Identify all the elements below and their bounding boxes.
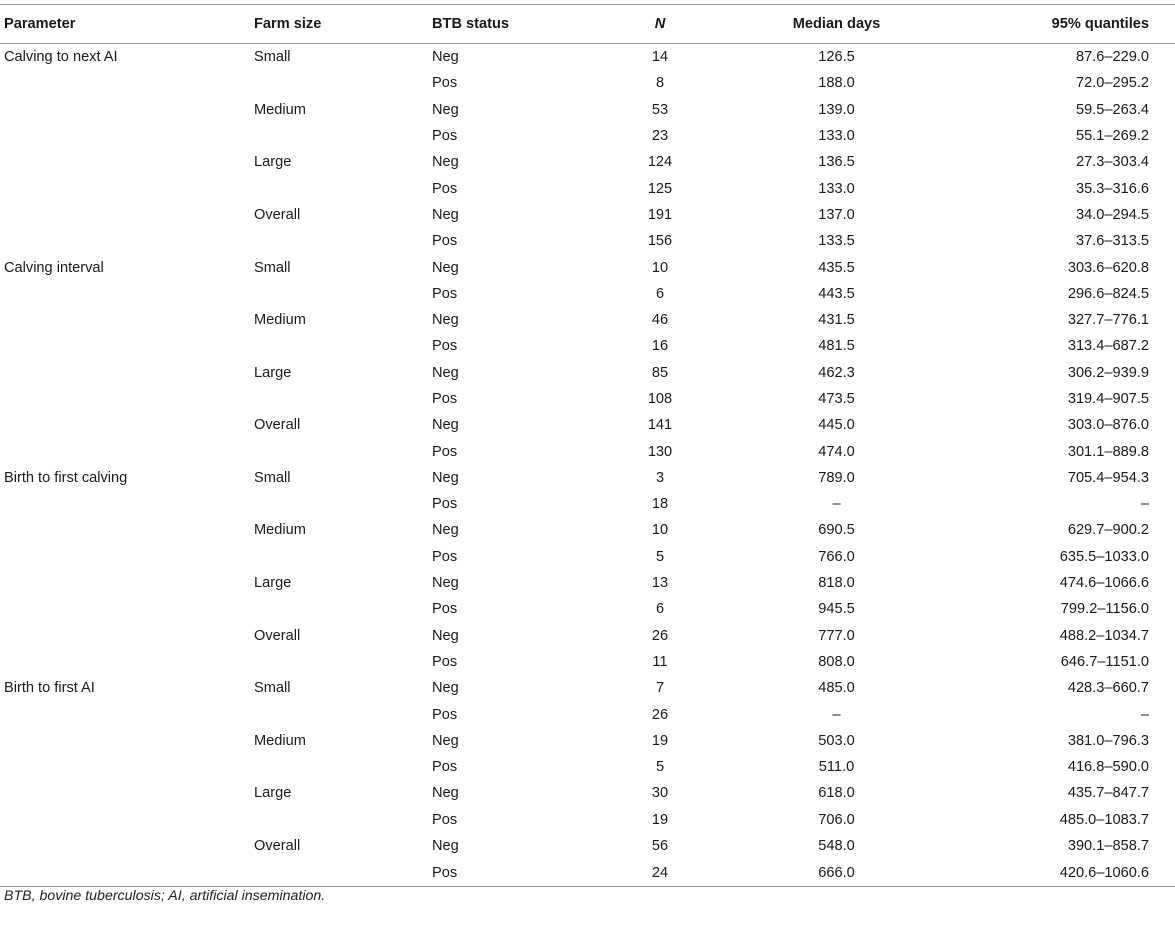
cell-parameter: Birth to first AI — [4, 680, 95, 697]
cell-parameter — [0, 859, 254, 887]
cell-btb-status: Neg — [432, 364, 459, 381]
cell-n: 13 — [651, 575, 669, 592]
cell-quantiles: 416.8–590.0 — [1067, 759, 1149, 776]
cell-n: 30 — [651, 785, 669, 802]
table-row — [0, 675, 1175, 701]
cell-quantiles: 296.6–824.5 — [1067, 285, 1149, 302]
table-row — [0, 544, 1175, 570]
cell-quantiles: 319.4–907.5 — [1067, 391, 1149, 407]
cell-quantiles: 327.7–776.1 — [1067, 312, 1149, 329]
cell-btb-status: Pos — [432, 233, 458, 250]
cell-btb-status: Pos — [432, 706, 458, 723]
cell-quantiles: 705.4–954.3 — [1067, 469, 1149, 486]
cell-quantiles: 420.6–1060.6 — [1059, 864, 1149, 881]
cell-quantiles: 474.6–1066.6 — [1059, 575, 1149, 592]
cell-farm-size: Medium — [254, 312, 306, 329]
cell-n: 125 — [647, 180, 673, 197]
cell-n: 46 — [651, 312, 669, 329]
table-row — [0, 596, 1175, 622]
cell-n: 26 — [651, 627, 669, 644]
cell-parameter — [0, 780, 254, 806]
cell-median-days: 481.5 — [818, 338, 855, 355]
cell-n: 124 — [647, 154, 673, 171]
cell-quantiles: 381.0–796.3 — [1067, 732, 1149, 749]
table-row — [0, 228, 1175, 254]
cell-farm-size: Large — [254, 575, 292, 592]
cell-farm-size — [254, 228, 432, 254]
header-n: N — [654, 16, 666, 32]
cell-n: 5 — [655, 548, 665, 565]
cell-quantiles: – — [1140, 706, 1149, 723]
cell-btb-status: Neg — [432, 627, 459, 644]
header-farm-size: Farm size — [254, 16, 322, 32]
cell-btb-status: Pos — [432, 128, 458, 145]
cell-median-days: 766.0 — [818, 548, 855, 565]
table-row — [0, 728, 1175, 754]
table-row — [0, 570, 1175, 596]
cell-parameter — [0, 807, 254, 833]
cell-farm-size: Large — [254, 785, 292, 802]
table-header — [0, 5, 1175, 44]
table-body — [0, 44, 1175, 887]
table-row — [0, 833, 1175, 859]
cell-btb-status: Pos — [432, 759, 458, 776]
table-row — [0, 517, 1175, 543]
cell-parameter — [0, 333, 254, 359]
header-parameter: Parameter — [4, 16, 76, 32]
cell-parameter — [0, 123, 254, 149]
cell-parameter — [0, 570, 254, 596]
cell-parameter — [0, 149, 254, 175]
cell-farm-size: Medium — [254, 732, 306, 749]
cell-median-days: 443.5 — [818, 285, 855, 302]
cell-farm-size: Overall — [254, 206, 301, 223]
cell-n: 24 — [651, 864, 669, 881]
cell-n: 53 — [651, 101, 669, 118]
cell-parameter — [0, 833, 254, 859]
table-row — [0, 438, 1175, 464]
table-row — [0, 465, 1175, 491]
table-row — [0, 123, 1175, 149]
cell-btb-status: Pos — [432, 811, 458, 828]
cell-median-days: 690.5 — [818, 522, 855, 539]
cell-median-days: 137.0 — [818, 206, 855, 223]
cell-btb-status: Pos — [432, 443, 458, 460]
cell-n: 16 — [651, 338, 669, 355]
cell-farm-size — [254, 123, 432, 149]
cell-btb-status: Neg — [432, 732, 459, 749]
table-row — [0, 97, 1175, 123]
cell-median-days: 789.0 — [818, 469, 855, 486]
cell-farm-size — [254, 438, 432, 464]
header-btb-status: BTB status — [432, 16, 510, 32]
cell-n: 10 — [651, 522, 669, 539]
cell-quantiles: 390.1–858.7 — [1067, 838, 1149, 855]
cell-n: 6 — [655, 285, 665, 302]
cell-n: 85 — [651, 364, 669, 381]
cell-btb-status: Pos — [432, 548, 458, 565]
table-row — [0, 386, 1175, 412]
cell-farm-size — [254, 754, 432, 780]
table-row — [0, 307, 1175, 333]
cell-btb-status: Pos — [432, 180, 458, 197]
cell-quantiles: 35.3–316.6 — [1075, 180, 1149, 197]
cell-median-days: 435.5 — [818, 259, 855, 276]
table-row — [0, 754, 1175, 780]
cell-n: 14 — [651, 49, 669, 66]
table-row — [0, 202, 1175, 228]
cell-farm-size — [254, 807, 432, 833]
cell-parameter — [0, 70, 254, 96]
cell-farm-size — [254, 859, 432, 887]
cell-median-days: 548.0 — [818, 838, 855, 855]
cell-btb-status: Neg — [432, 785, 459, 802]
cell-parameter — [0, 97, 254, 123]
cell-farm-size — [254, 649, 432, 675]
cell-n: 18 — [651, 496, 669, 513]
cell-btb-status: Neg — [432, 522, 459, 539]
cell-farm-size: Overall — [254, 838, 301, 855]
cell-n: 26 — [651, 706, 669, 723]
cell-farm-size — [254, 596, 432, 622]
cell-parameter — [0, 754, 254, 780]
table-row — [0, 44, 1175, 71]
cell-farm-size — [254, 333, 432, 359]
cell-farm-size — [254, 491, 432, 517]
cell-median-days: 445.0 — [818, 417, 855, 434]
cell-median-days: 485.0 — [818, 680, 855, 697]
cell-n: 56 — [651, 838, 669, 855]
table-row — [0, 859, 1175, 887]
data-table-container — [0, 4, 1149, 887]
cell-median-days: – — [832, 706, 841, 723]
cell-median-days: 139.0 — [818, 101, 855, 118]
cell-farm-size: Large — [254, 364, 292, 381]
cell-btb-status: Pos — [432, 285, 458, 302]
cell-btb-status: Pos — [432, 864, 458, 881]
cell-btb-status: Neg — [432, 417, 459, 434]
cell-farm-size: Small — [254, 259, 291, 276]
cell-btb-status: Neg — [432, 575, 459, 592]
cell-btb-status: Neg — [432, 312, 459, 329]
cell-quantiles: – — [1140, 496, 1149, 513]
cell-median-days: 706.0 — [818, 811, 855, 828]
cell-btb-status: Neg — [432, 206, 459, 223]
cell-quantiles: 301.1–889.8 — [1067, 443, 1149, 460]
table-row — [0, 491, 1175, 517]
cell-btb-status: Neg — [432, 680, 459, 697]
data-table — [0, 4, 1175, 887]
cell-farm-size: Medium — [254, 101, 306, 118]
cell-n: 10 — [651, 259, 669, 276]
cell-parameter — [0, 701, 254, 727]
cell-parameter — [0, 517, 254, 543]
cell-parameter — [0, 412, 254, 438]
table-row — [0, 649, 1175, 675]
cell-quantiles: 488.2–1034.7 — [1059, 627, 1149, 644]
cell-quantiles: 313.4–687.2 — [1067, 338, 1149, 355]
table-row — [0, 807, 1175, 833]
cell-parameter — [0, 202, 254, 228]
cell-quantiles: 635.5–1033.0 — [1059, 548, 1149, 565]
cell-parameter — [0, 544, 254, 570]
cell-farm-size — [254, 281, 432, 307]
cell-btb-status: Pos — [432, 496, 458, 513]
table-row — [0, 175, 1175, 201]
cell-farm-size: Medium — [254, 522, 306, 539]
cell-btb-status: Neg — [432, 838, 459, 855]
cell-farm-size — [254, 701, 432, 727]
cell-farm-size: Overall — [254, 627, 301, 644]
cell-median-days: 133.0 — [818, 128, 855, 145]
cell-median-days: 473.5 — [818, 391, 855, 407]
cell-median-days: 126.5 — [818, 49, 855, 66]
cell-quantiles: 428.3–660.7 — [1067, 680, 1149, 697]
table-row — [0, 70, 1175, 96]
cell-quantiles: 799.2–1156.0 — [1060, 601, 1149, 618]
cell-btb-status: Neg — [432, 154, 459, 171]
cell-btb-status: Neg — [432, 101, 459, 118]
table-row — [0, 360, 1175, 386]
cell-parameter — [0, 175, 254, 201]
cell-farm-size: Small — [254, 49, 291, 66]
cell-parameter: Calving interval — [4, 259, 104, 276]
cell-parameter — [0, 281, 254, 307]
cell-median-days: 818.0 — [818, 575, 855, 592]
cell-parameter: Calving to next AI — [4, 49, 118, 66]
cell-quantiles: 72.0–295.2 — [1075, 75, 1149, 92]
cell-farm-size — [254, 175, 432, 201]
cell-median-days: 474.0 — [818, 443, 855, 460]
cell-parameter — [0, 386, 254, 412]
cell-median-days: 462.3 — [818, 364, 855, 381]
table-row — [0, 780, 1175, 806]
cell-farm-size: Overall — [254, 417, 301, 434]
table-row — [0, 701, 1175, 727]
cell-n: 191 — [647, 206, 673, 223]
cell-median-days: 136.5 — [818, 154, 855, 171]
cell-farm-size — [254, 386, 432, 412]
cell-parameter — [0, 649, 254, 675]
cell-btb-status: Neg — [432, 49, 459, 66]
cell-quantiles: 59.5–263.4 — [1075, 101, 1149, 118]
cell-farm-size: Large — [254, 154, 292, 171]
cell-parameter — [0, 728, 254, 754]
table-row — [0, 623, 1175, 649]
cell-btb-status: Pos — [432, 653, 458, 670]
cell-n: 141 — [647, 417, 673, 434]
table-row — [0, 149, 1175, 175]
table-row — [0, 333, 1175, 359]
cell-median-days: 618.0 — [818, 785, 855, 802]
cell-n: 19 — [651, 732, 669, 749]
cell-farm-size — [254, 70, 432, 96]
cell-parameter — [0, 228, 254, 254]
cell-median-days: – — [832, 496, 841, 513]
cell-median-days: 666.0 — [818, 864, 855, 881]
cell-quantiles: 27.3–303.4 — [1075, 154, 1149, 171]
cell-n: 3 — [655, 469, 665, 486]
cell-n: 8 — [655, 75, 665, 92]
cell-median-days: 511.0 — [818, 759, 855, 776]
cell-parameter — [0, 360, 254, 386]
cell-median-days: 503.0 — [818, 732, 855, 749]
cell-farm-size: Small — [254, 680, 291, 697]
cell-n: 11 — [652, 653, 668, 670]
cell-quantiles: 306.2–939.9 — [1067, 364, 1149, 381]
table-row — [0, 254, 1175, 280]
table-footnote: BTB, bovine tuberculosis; AI, artificial insemination. — [4, 888, 326, 904]
cell-n: 5 — [655, 759, 665, 776]
cell-farm-size: Small — [254, 469, 291, 486]
cell-btb-status: Pos — [432, 75, 458, 92]
cell-quantiles: 485.0–1083.7 — [1059, 811, 1149, 828]
cell-median-days: 431.5 — [818, 312, 855, 329]
cell-parameter — [0, 623, 254, 649]
cell-n: 130 — [647, 443, 673, 460]
cell-median-days: 808.0 — [818, 653, 855, 670]
cell-btb-status: Pos — [432, 601, 458, 618]
header-quantiles: 95% quantiles — [1051, 16, 1149, 32]
cell-n: 6 — [655, 601, 665, 618]
cell-parameter — [0, 596, 254, 622]
cell-n: 19 — [651, 811, 669, 828]
cell-n: 156 — [647, 233, 673, 250]
cell-parameter — [0, 491, 254, 517]
cell-parameter — [0, 438, 254, 464]
cell-parameter — [0, 307, 254, 333]
cell-quantiles: 37.6–313.5 — [1075, 233, 1149, 250]
cell-median-days: 777.0 — [818, 627, 855, 644]
cell-quantiles: 629.7–900.2 — [1067, 522, 1149, 539]
cell-median-days: 188.0 — [818, 75, 855, 92]
cell-quantiles: 87.6–229.0 — [1075, 49, 1149, 66]
cell-n: 7 — [655, 680, 665, 697]
cell-median-days: 945.5 — [818, 601, 855, 618]
header-median-days: Median days — [792, 16, 881, 32]
cell-btb-status: Pos — [432, 338, 458, 355]
cell-quantiles: 303.0–876.0 — [1067, 417, 1149, 434]
cell-quantiles: 55.1–269.2 — [1075, 128, 1149, 145]
cell-quantiles: 646.7–1151.0 — [1060, 653, 1149, 670]
cell-btb-status: Neg — [432, 469, 459, 486]
cell-n: 23 — [651, 128, 669, 145]
table-row — [0, 412, 1175, 438]
cell-median-days: 133.5 — [818, 233, 855, 250]
cell-quantiles: 303.6–620.8 — [1067, 259, 1149, 276]
header-row — [0, 5, 1175, 44]
cell-btb-status: Pos — [432, 391, 458, 407]
table-row — [0, 281, 1175, 307]
cell-quantiles: 34.0–294.5 — [1075, 206, 1149, 223]
cell-quantiles: 435.7–847.7 — [1067, 785, 1149, 802]
cell-median-days: 133.0 — [818, 180, 855, 197]
cell-btb-status: Neg — [432, 259, 459, 276]
cell-parameter: Birth to first calving — [4, 469, 128, 486]
cell-farm-size — [254, 544, 432, 570]
cell-n: 108 — [647, 391, 673, 407]
